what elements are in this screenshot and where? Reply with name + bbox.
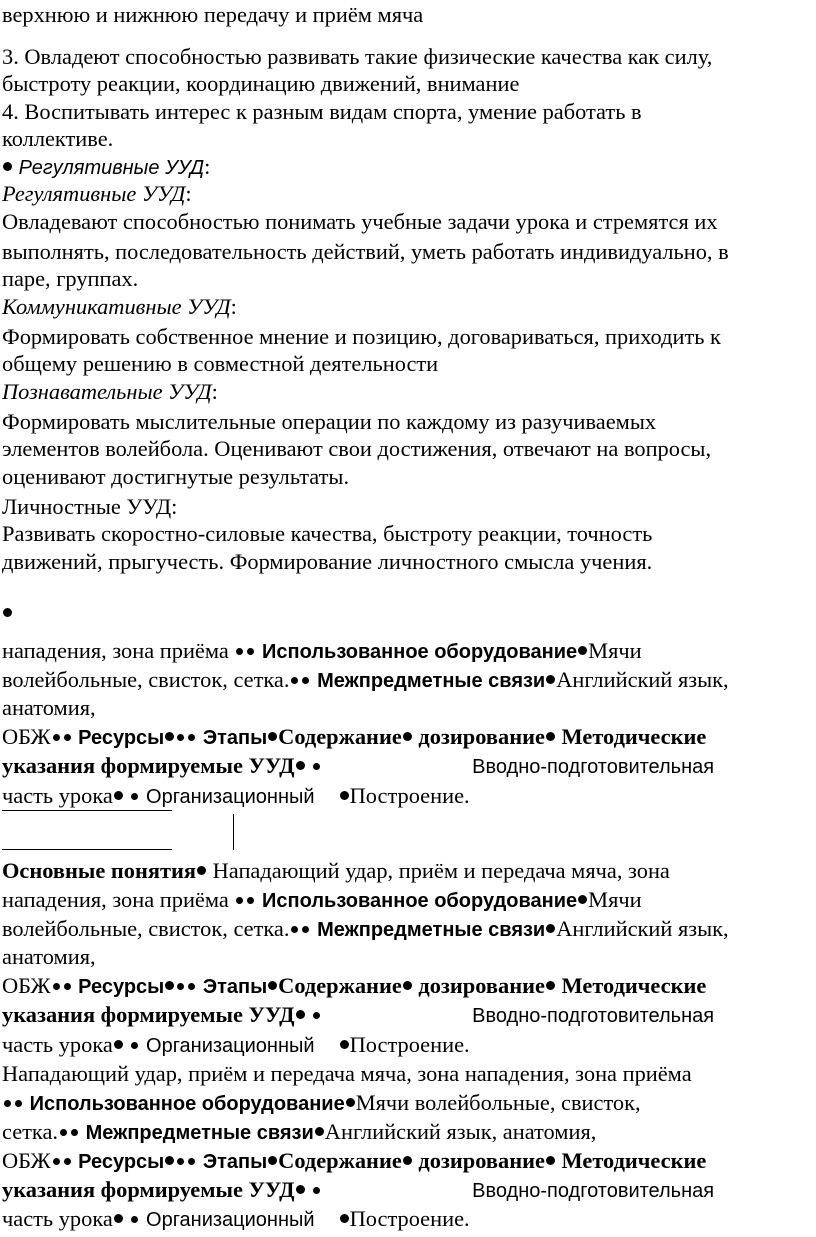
bullet-icon [188, 734, 195, 741]
bullet-icon [15, 1100, 22, 1107]
goal-item-3-cont: быстроту реакции, координацию движений, внимание [2, 71, 520, 96]
bullet-icon [296, 761, 305, 770]
bullet-icon [247, 648, 254, 655]
block3-line6 [2, 1206, 470, 1234]
text-span: Основные понятия [2, 858, 197, 883]
text-span: Познавательные УУД [2, 379, 212, 404]
text-span: волейбольные, свисток, сетка. [2, 916, 290, 941]
text-span: Методические [561, 973, 707, 998]
bullet-icon [546, 924, 555, 933]
bullet-icon [403, 732, 412, 741]
bullet-icon [313, 1187, 320, 1194]
bullet-icon [53, 734, 60, 741]
text-span: Этапы [202, 976, 268, 998]
text-span: Ресурсы [78, 976, 165, 998]
text-span: Регулятивные УУД [18, 157, 205, 179]
communicative-text-1: Формировать собственное мнение и позицию, договариваться, приходить к [2, 324, 721, 349]
bullet-icon [302, 926, 309, 933]
block2-line3 [2, 916, 729, 944]
communicative-text-2: общему решению в совместной деятельности [2, 351, 439, 376]
text-span: часть урока [2, 1032, 113, 1057]
text-span: дозирование [418, 1148, 545, 1173]
text-span: часть урока [2, 783, 113, 808]
block1-line1 [2, 638, 642, 666]
text-span: ОБЖ [2, 1148, 51, 1173]
text-span: : [185, 181, 192, 206]
block3-line1: Нападающий удар, приём и передача мяча, зона нападения, зона приёма [2, 1061, 692, 1086]
bullet-icon [340, 1214, 349, 1223]
text-span: Регулятивные УУД [2, 181, 186, 206]
personal-text-2: движений, прыгучесть. Формирование личностного смысла учения. [2, 549, 653, 574]
text-span: Организационный [146, 1035, 315, 1057]
bullet-icon [247, 897, 254, 904]
bullet-icon [403, 981, 412, 990]
block1-line2 [2, 667, 729, 695]
bullet-icon [546, 981, 555, 990]
text-span: Организационный [146, 1209, 315, 1231]
bullet-icon [268, 1156, 277, 1165]
text-span: Ресурсы [78, 727, 165, 749]
text-span: Использованное оборудование [262, 641, 578, 663]
bullet-icon [114, 1040, 123, 1049]
bullet-icon [268, 732, 277, 741]
block2-line7 [2, 1032, 470, 1060]
personal-heading: Личностные УУД: [2, 494, 178, 519]
text-span: сетка. [2, 1119, 59, 1144]
block2-line5 [2, 973, 706, 1001]
text-span: нападения, зона приёма [2, 887, 229, 912]
bullet-icon [340, 791, 349, 800]
regulatory-text-3: паре, группах. [2, 266, 139, 291]
bullet-icon [64, 983, 71, 990]
text-span: Этапы [202, 1151, 268, 1173]
text-span: Коммуникативные УУД [2, 294, 231, 319]
block2-line2 [2, 887, 642, 915]
block1-line6 [2, 783, 470, 811]
text-span: Межпредметные связи [317, 670, 546, 692]
cognitive-text-1: Формировать мыслительные операции по каждому из разучиваемых [2, 409, 657, 434]
bullet-icon [302, 677, 309, 684]
text-span: ОБЖ [2, 724, 51, 749]
bullet-icon [165, 1156, 174, 1165]
text-span: Построение. [349, 1206, 470, 1231]
bullet-icon [131, 793, 138, 800]
bullet-icon [296, 1010, 305, 1019]
bullet-icon [268, 981, 277, 990]
text-span: Использованное оборудование [262, 890, 578, 912]
bullet-icon [3, 162, 12, 171]
bullet-icon [64, 1158, 71, 1165]
bullet-icon [315, 1127, 324, 1136]
text-span: Использованное оборудование [29, 1093, 345, 1115]
text-span: Английский язык, анатомия, [324, 1119, 597, 1144]
text-span: Содержание [278, 973, 402, 998]
bullet-icon [188, 1158, 195, 1165]
text-span: Методические [561, 724, 707, 749]
text-span: указания формируемые УУД [2, 1002, 295, 1027]
text-line: верхнюю и нижнюю передачу и приём мяча [2, 2, 424, 27]
text-span: дозирование [418, 724, 545, 749]
text-span: Английский язык, [556, 916, 729, 941]
text-span: указания формируемые УУД [2, 753, 295, 778]
text-span: : [230, 294, 237, 319]
text-span: Содержание [278, 1148, 402, 1173]
cognitive-text-2: элементов волейбола. Оценивают свои достижения, отвечают на вопросы, [2, 436, 712, 461]
bullet-icon [236, 897, 243, 904]
bullet-icon [53, 983, 60, 990]
bullet-icon [546, 1156, 555, 1165]
regulatory-heading [2, 181, 192, 209]
bullet-icon [177, 1158, 184, 1165]
bullet-icon [188, 983, 195, 990]
bullet-icon [177, 734, 184, 741]
text-span: : [204, 154, 211, 179]
cognitive-text-3: оценивают достигнутые результаты. [2, 464, 350, 489]
block1-line4 [2, 724, 706, 752]
bullet-icon [64, 734, 71, 741]
bullet-icon [114, 1214, 123, 1223]
bullet-icon [291, 926, 298, 933]
bullet-icon [403, 1156, 412, 1165]
divider-line [2, 849, 172, 850]
bullet-icon [296, 1185, 305, 1194]
bullet-icon [60, 1129, 67, 1136]
text-span: Ресурсы [78, 1151, 165, 1173]
bullet-icon [291, 677, 298, 684]
regulatory-text-2: выполнять, последовательность действий, уметь работать индивидуально, в [2, 239, 729, 264]
block3-line5 [2, 1177, 714, 1205]
bullet-icon [3, 608, 12, 617]
bullet-icon [114, 791, 123, 800]
text-span: Этапы [202, 727, 268, 749]
uud-bullet-heading [2, 154, 210, 182]
divider-line [2, 810, 172, 811]
bullet-icon [177, 983, 184, 990]
bullet-icon [340, 1040, 349, 1049]
text-span: волейбольные, свисток, сетка. [2, 667, 290, 692]
bullet-icon [165, 732, 174, 741]
text-span: указания формируемые УУД [2, 1177, 295, 1202]
block3-line2 [2, 1090, 641, 1118]
text-span: Содержание [278, 724, 402, 749]
goal-item-4: 4. Воспитывать интерес к разным видам спорта, умение работать в [2, 99, 642, 124]
goal-item-3: 3. Овладеют способностью развивать такие физические качества как силу, [2, 44, 713, 69]
text-span: Построение. [349, 783, 470, 808]
bullet-icon [165, 981, 174, 990]
text-span: Мячи [588, 638, 642, 663]
text-span: Построение. [349, 1032, 470, 1057]
text-span: Организационный [146, 786, 315, 808]
bullet-icon [578, 895, 587, 904]
bullet-icon [313, 763, 320, 770]
text-span: Мячи [588, 887, 642, 912]
text-span: : [211, 379, 218, 404]
text-span: Межпредметные связи [85, 1122, 314, 1144]
divider-line [233, 814, 234, 850]
block1-line5 [2, 753, 714, 781]
bullet-icon [71, 1129, 78, 1136]
text-span: нападения, зона приёма [2, 638, 229, 663]
text-span: Методические [561, 1148, 707, 1173]
block3-line3 [2, 1119, 596, 1147]
bullet-icon [578, 646, 587, 655]
bullet-icon [197, 866, 206, 875]
personal-text-1: Развивать скоростно-силовые качества, быстроту реакции, точность [2, 521, 653, 546]
text-span: Нападающий удар, приём и передача мяча, зона [212, 858, 670, 883]
cognitive-heading [2, 379, 218, 407]
regulatory-text-1: Овладевают способностью понимать учебные задачи урока и стремятся их [2, 209, 718, 234]
bullet-icon [53, 1158, 60, 1165]
stray-bullet [2, 600, 13, 628]
bullet-icon [313, 1012, 320, 1019]
text-span: Вводно-подготовительная [472, 1005, 715, 1027]
text-span: часть урока [2, 1206, 113, 1231]
text-span: Вводно-подготовительная [472, 756, 715, 778]
block3-line4 [2, 1148, 706, 1176]
text-span: ОБЖ [2, 973, 51, 998]
block2-line6 [2, 1002, 714, 1030]
bullet-icon [546, 675, 555, 684]
bullet-icon [4, 1100, 11, 1107]
communicative-heading [2, 294, 237, 322]
text-span: Межпредметные связи [317, 919, 546, 941]
bullet-icon [546, 732, 555, 741]
block2-line1 [2, 858, 670, 886]
text-span: Мячи волейбольные, свисток, [355, 1090, 641, 1115]
bullet-icon [346, 1098, 355, 1107]
bullet-icon [131, 1216, 138, 1223]
text-span: Английский язык, [556, 667, 729, 692]
block1-line3: анатомия, [2, 695, 96, 720]
bullet-icon [236, 648, 243, 655]
bullet-icon [131, 1042, 138, 1049]
goal-item-4-cont: коллективе. [2, 126, 114, 151]
block2-line4: анатомия, [2, 944, 96, 969]
text-span: Вводно-подготовительная [472, 1180, 715, 1202]
text-span: дозирование [418, 973, 545, 998]
